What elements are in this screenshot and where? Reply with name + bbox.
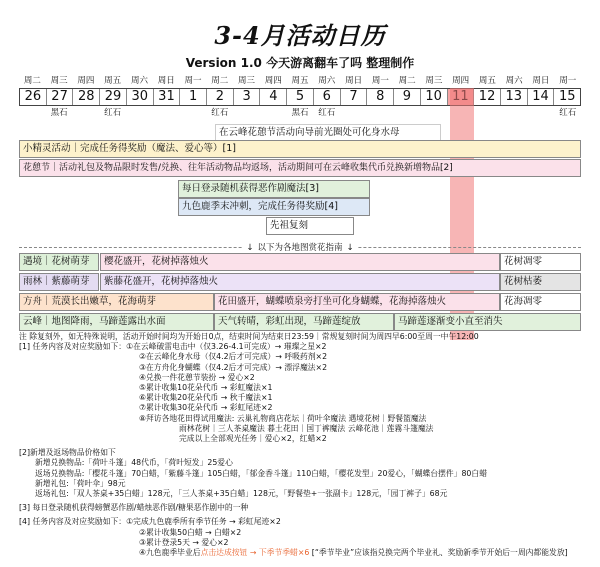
day-note [394, 106, 421, 120]
note-line: [1] 任务内容及对应奖励如下：①在云峰破雷电击中（仅3.26-4.1可完成）→ 璀璨之星×2 [19, 342, 327, 352]
day-note [528, 106, 555, 120]
weekday-label: 周一 [184, 76, 202, 86]
weekday-label: 周五 [478, 76, 496, 86]
note-text-highlight: → 下季节季蜡×6 [247, 548, 310, 558]
weekday-label: 周日 [345, 76, 363, 86]
day-note [367, 106, 394, 120]
notes-section [19, 332, 589, 558]
date-cell: 27 [47, 89, 74, 105]
realm-isle-end: 花树凋零 [500, 253, 581, 271]
note-line: ⑧拜访各地花田得试用魔法: 云巢礼物商店花坛｜荷叶伞魔法 遇境花树｜野餐篮魔法 [139, 413, 427, 423]
event-bar-flower-festival [19, 159, 581, 177]
realm-wasteland-end: 花海凋零 [500, 293, 581, 311]
date-cell: 6 [314, 89, 341, 105]
weekday-label: 周一 [371, 76, 389, 86]
weekday-label: 周四 [77, 76, 95, 86]
note-line: ⑤累计收集10花朵代币 → 彩虹魔法×1 [139, 383, 273, 393]
date-row [19, 88, 581, 106]
day-note: 黑石 [50, 108, 68, 118]
day-note: 红石 [104, 108, 122, 118]
date-cell: 9 [394, 89, 421, 105]
day-note: 黑石 [291, 108, 309, 118]
day-note [420, 106, 447, 120]
note-line: ⑦累计收集30花朵代币 → 彩虹尾迹×2 [139, 403, 273, 413]
note-text: [“季节毕业”应该指兑换完两个毕业礼、奖励新季节开始后一周内都能发放] [309, 548, 568, 558]
weekday-label: 周二 [398, 76, 416, 86]
realm-forest-name: 雨林｜紫藤萌芽 [19, 273, 99, 291]
day-note [126, 106, 153, 120]
realm-wasteland-mid: 花田盛开，蝴蝶喷泉旁打坐可化身蝴蝶，花海掉落烛火 [214, 293, 500, 311]
day-note [501, 106, 528, 120]
date-cell: 10 [421, 89, 448, 105]
weekday-label: 周四 [452, 76, 470, 86]
date-cell: 12 [474, 89, 501, 105]
date-cell: 26 [20, 89, 47, 105]
weekday-label: 周六 [318, 76, 336, 86]
event-bar-season-sprint: 九色鹿季末冲刺，完成任务得奖励[4] [178, 198, 370, 216]
weekday-label: 周三 [238, 76, 256, 86]
note-line: ④兑换一件花憩节装扮 → 爱心×2 [139, 372, 255, 382]
date-cell: 7 [341, 89, 368, 105]
realm-isle-name: 遇境｜花树萌芽 [19, 253, 99, 271]
weekday-label: 周日 [532, 76, 550, 86]
note-line: 返场兑换物品:「樱花斗篷」70白蜡，「紫藤斗篷」105白蜡，「郁金香斗篷」110白蜡，「樱花发型」20爱心，「蝴蝶台摆件」80白蜡 [35, 468, 487, 478]
date-cell: 30 [127, 89, 154, 105]
note-line: 注 除复刻外，如无特殊说明，活动开始时间均为开始日0点，结束时间为结束日23:59｜常规复刻时间为周四早6:00至周一中午12:00 [19, 332, 479, 341]
note-line: ②累计收集50白蜡 → 白蜡×2 [139, 527, 242, 537]
date-cell: 31 [154, 89, 181, 105]
day-note [19, 106, 46, 120]
date-cell: 14 [528, 89, 555, 105]
date-cell: 29 [100, 89, 127, 105]
date-cell: 15 [558, 89, 576, 104]
date-cell: 2 [207, 89, 234, 105]
realm-wasteland-name: 方舟｜荒漠长出嫩草，花海萌芽 [19, 293, 214, 311]
note-line: ⑥累计收集20花朵代币 → 秋千魔法×1 [139, 393, 273, 403]
weekday-label: 周四 [264, 76, 282, 86]
event-bar-jellyfish: 在云峰花憩节活动向导前光圈处可化身水母 [215, 124, 441, 142]
day-note [153, 106, 180, 120]
note-line: ③在方舟化身蝴蝶（仅4.2后才可完成）→ 漂浮魔法×2 [139, 362, 328, 372]
weekday-label: 周六 [130, 76, 148, 86]
date-cell: 8 [367, 89, 394, 105]
weekday-label: 周二 [211, 76, 229, 86]
realm-peaks-name: 云峰｜地图降雨，马蹄莲露出水面 [19, 313, 214, 331]
day-note [73, 106, 100, 120]
day-note [180, 106, 207, 120]
realm-forest-end: 花树枯萎 [500, 273, 581, 291]
day-note-row [19, 106, 581, 120]
date-cell: 28 [73, 89, 100, 105]
note-line: 雨林花树｜三人茶桌魔法 暮土花田｜国丁裤魔法 云峰花池｜莲霧斗篷魔法 [179, 423, 434, 433]
weekday-label: 周六 [505, 76, 523, 86]
event-bar-sprite: 小精灵活动｜完成任务得奖励（魔法、爱心等）[1] [19, 140, 581, 158]
note-text: ④九色鹿季毕业后 [139, 548, 201, 558]
weekday-label: 周三 [425, 76, 443, 86]
event-bar-ancestor-rerun: 先祖复刻 [266, 217, 354, 235]
weekday-label: 周日 [157, 76, 175, 86]
date-cell: 1 [180, 89, 207, 105]
date-cell: 3 [234, 89, 261, 105]
note-line: 返场礼包:「双人茶桌+35白蜡」128元，「三人茶桌+35白蜡」128元，「野餐垫+一张副卡」128元，「园丁裤子」68元 [35, 489, 448, 499]
note-line: [4] 任务内容及对应奖励如下：①完成九色鹿季所有季节任务 → 彩虹尾迹×2 [19, 517, 281, 527]
note-line: 新增兑换物品:「荷叶斗篷」48代币，「荷叶短发」25爱心 [35, 458, 233, 468]
note-line: ②在云峰化身水母（仅4.2后才可完成）→ 呼吸药剂×2 [139, 352, 328, 362]
weekday-label: 周三 [50, 76, 68, 86]
realm-peaks-mid: 天气转晴，彩虹出现，马蹄莲绽放 [214, 313, 394, 331]
legend-note-text: 以下为各地图赏花指南 [253, 243, 346, 253]
note-line [19, 548, 589, 558]
weekday-label: 周一 [559, 76, 577, 86]
realm-forest-mid: 紫藤花盛开，花树掉落烛火 [100, 273, 500, 291]
event-bar-daily-login: 每日登录随机获得恶作剧魔法[3] [178, 180, 370, 198]
note-line: [3] 每日登录随机获得螃蟹恶作剧/蜡烛恶作剧/糖果恶作剧中的一种 [19, 503, 249, 513]
date-cell: 5 [287, 89, 314, 105]
page-title: 3-4月活动日历 [214, 21, 386, 50]
page-subtitle: Version 1.0 今天游离翻车了吗 整理制作 [185, 56, 415, 70]
achieve-button-text: 点击达成按钮 [200, 548, 248, 558]
day-note: 红石 [211, 108, 229, 118]
day-note [474, 106, 501, 120]
note-line: [2]新增及返场物品价格如下 [19, 448, 116, 458]
note-line: 新增礼包:「荷叶伞」98元 [35, 478, 126, 488]
note-line: 完成以上全部观光任务｜爱心×2，红蜡×2 [179, 434, 327, 444]
day-note: 红石 [559, 108, 577, 118]
day-note [260, 106, 287, 120]
day-note: 红石 [318, 108, 336, 118]
legend-note: ↓ 以下为各地图赏花指南 ↓ [0, 241, 600, 253]
date-cell: 13 [501, 89, 528, 105]
date-cell: 4 [260, 89, 287, 105]
weekday-label: 周五 [291, 76, 309, 86]
weekday-label: 周五 [104, 76, 122, 86]
realm-peaks-end: 马蹄莲逐渐变小直至消失 [394, 313, 581, 331]
flower-festival-text: 花憩节｜活动礼包及物品限时发售/兑换、往年活动物品均返场，活动期间可在云峰收集代币兑换新增物品[2] [23, 163, 453, 173]
weekday-row [19, 74, 581, 88]
day-note [233, 106, 260, 120]
realm-isle-mid: 樱花盛开，花树掉落烛火 [100, 253, 500, 271]
note-line: ③累计登录5天 → 爱心×2 [139, 537, 229, 547]
day-note [340, 106, 367, 120]
weekday-label: 周二 [23, 76, 41, 86]
